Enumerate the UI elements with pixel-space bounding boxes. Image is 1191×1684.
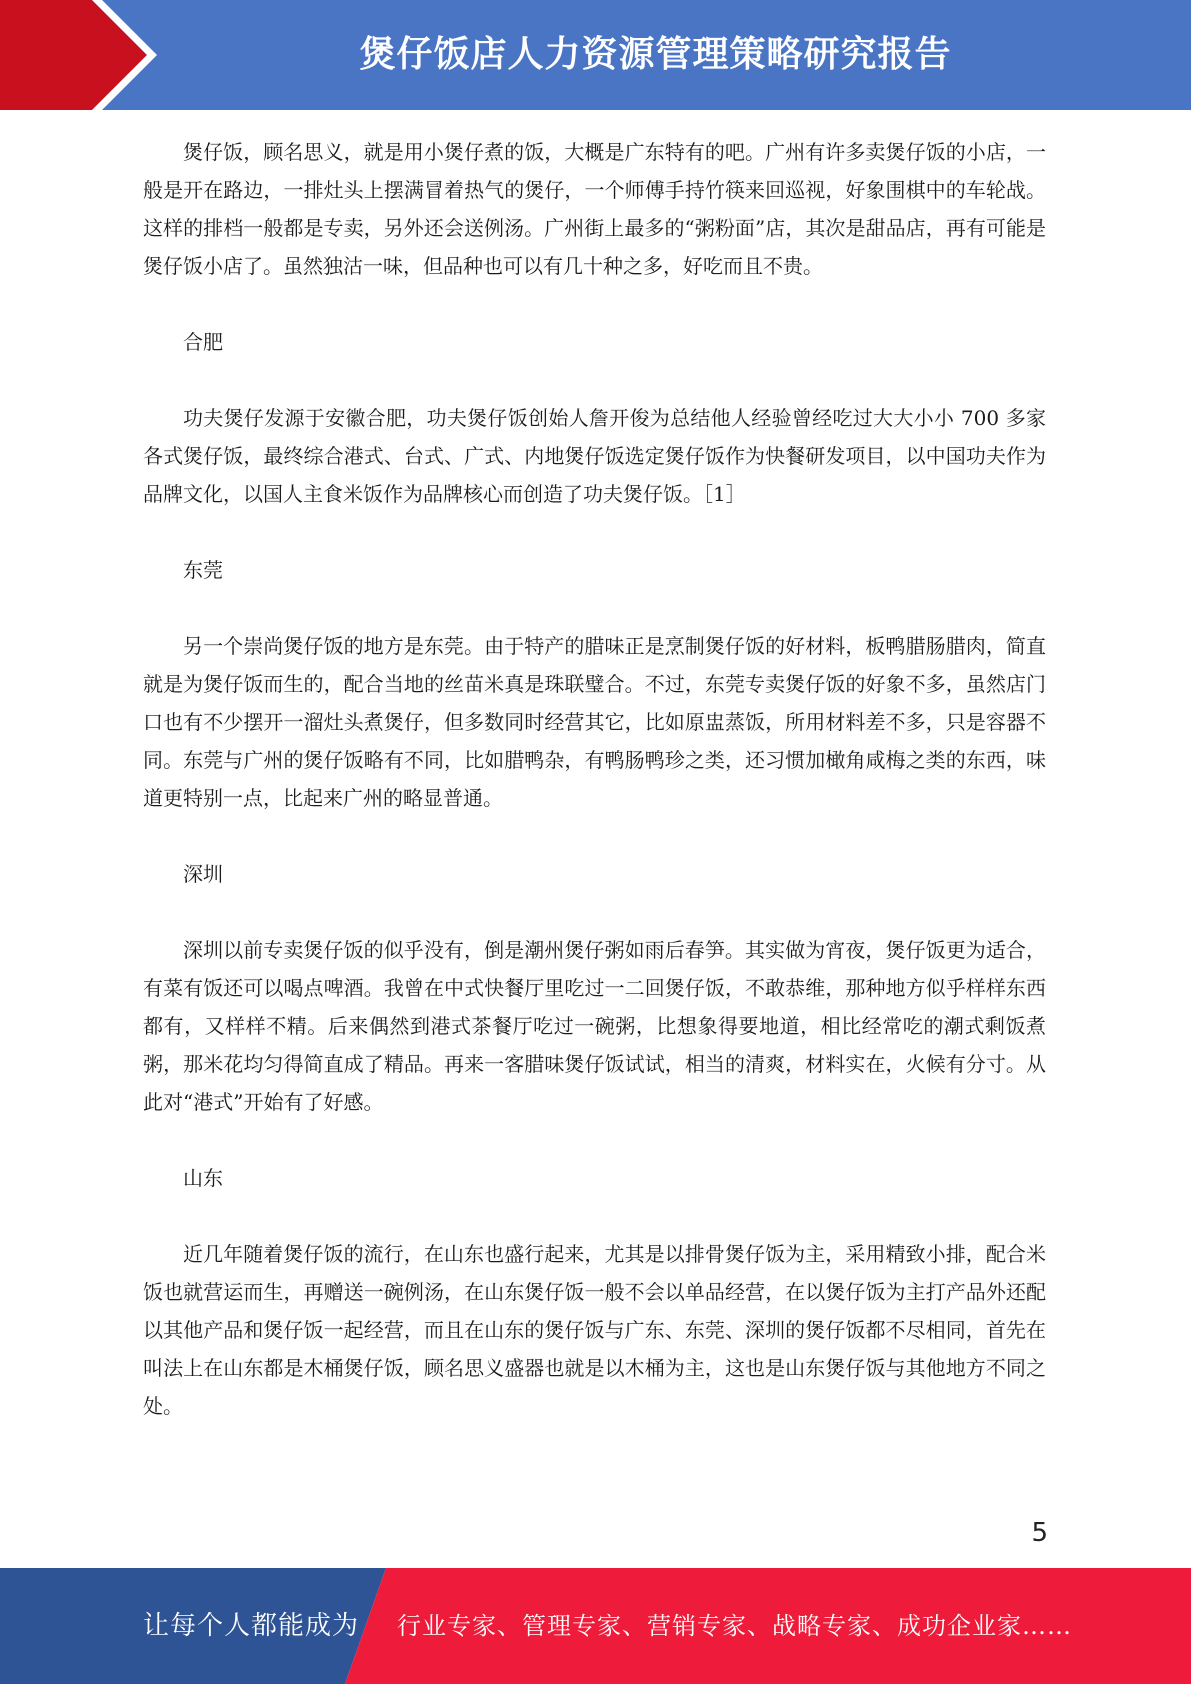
section-heading-hefei: 合肥	[183, 330, 223, 354]
section-heading-dongguan: 东莞	[183, 558, 223, 582]
section-heading-shandong: 山东	[183, 1166, 223, 1190]
section-heading-shenzhen: 深圳	[183, 862, 223, 886]
paragraph-shenzhen: 深圳以前专卖煲仔饭的似乎没有，倒是潮州煲仔粥如雨后春笋。其实做为宵夜，煲仔饭更为适合，有菜有饭还可以喝点啤酒。我曾在中式快餐厅里吃过一二回煲仔饭，不敢恭维，那种地方似乎样样东西都有，又样样不精。后来偶然到港式茶餐厅吃过一碗粥，比想象得要地道，相比经常吃的潮式剩饭煮粥，那米花均匀得简直成了精品。再来一客腊味煲仔饭试试，相当的清爽，材料实在，火候有分寸。从此对“港式”开始有了好感。	[143, 938, 1046, 1114]
page-number: 5	[1031, 1518, 1048, 1548]
paragraph-hefei: 功夫煲仔发源于安徽合肥，功夫煲仔饭创始人詹开俊为总结他人经验曾经吃过大大小小 700 多家各式煲仔饭，最终综合港式、台式、广式、内地煲仔饭选定煲仔饭作为快餐研发项目，以中国功夫作为品牌文化，以国人主食米饭作为品牌核心而创造了功夫煲仔饭。［1］	[143, 406, 1046, 506]
paragraph-intro: 煲仔饭，顾名思义，就是用小煲仔煮的饭，大概是广东特有的吧。广州有许多卖煲仔饭的小店，一般是开在路边，一排灶头上摆满冒着热气的煲仔，一个师傅手持竹筷来回巡视，好象围棋中的车轮战。这样的排档一般都是专卖，另外还会送例汤。广州街上最多的“粥粉面”店，其次是甜品店，再有可能是煲仔饭小店了。虽然独沽一味，但品种也可以有几十种之多，好吃而且不贵。	[143, 140, 1046, 278]
red-arrow-decoration	[0, 0, 160, 110]
paragraph-shandong: 近几年随着煲仔饭的流行，在山东也盛行起来，尤其是以排骨煲仔饭为主，采用精致小排，配合米饭也就营运而生，再赠送一碗例汤，在山东煲仔饭一般不会以单品经营，在以煲仔饭为主打产品外还配以其他产品和煲仔饭一起经营，而且在山东的煲仔饭与广东、东莞、深圳的煲仔饭都不尽相同，首先在叫法上在山东都是木桶煲仔饭，顾名思义盛器也就是以木桶为主，这也是山东煲仔饭与其他地方不同之处。	[143, 1242, 1046, 1418]
footer-slogan-right: 行业专家、管理专家、营销专家、战略专家、成功企业家……	[397, 1612, 1072, 1640]
header-banner	[0, 0, 1191, 110]
footer-banner	[0, 1568, 1191, 1684]
document-body	[143, 133, 1046, 1463]
paragraph-dongguan: 另一个崇尚煲仔饭的地方是东莞。由于特产的腊味正是烹制煲仔饭的好材料，板鸭腊肠腊肉，简直就是为煲仔饭而生的，配合当地的丝苗米真是珠联璧合。不过，东莞专卖煲仔饭的好象不多，虽然店门口也有不少摆开一溜灶头煮煲仔，但多数同时经营其它，比如原盅蒸饭，所用材料差不多，只是容器不同。东莞与广州的煲仔饭略有不同，比如腊鸭杂，有鸭肠鸭珍之类，还习惯加橄角咸梅之类的东西，味道更特别一点，比起来广州的略显普通。	[143, 634, 1046, 810]
footer-slogan-left: 让每个人都能成为	[143, 1611, 360, 1641]
document-title: 煲仔饭店人力资源管理策略研究报告	[359, 34, 952, 75]
